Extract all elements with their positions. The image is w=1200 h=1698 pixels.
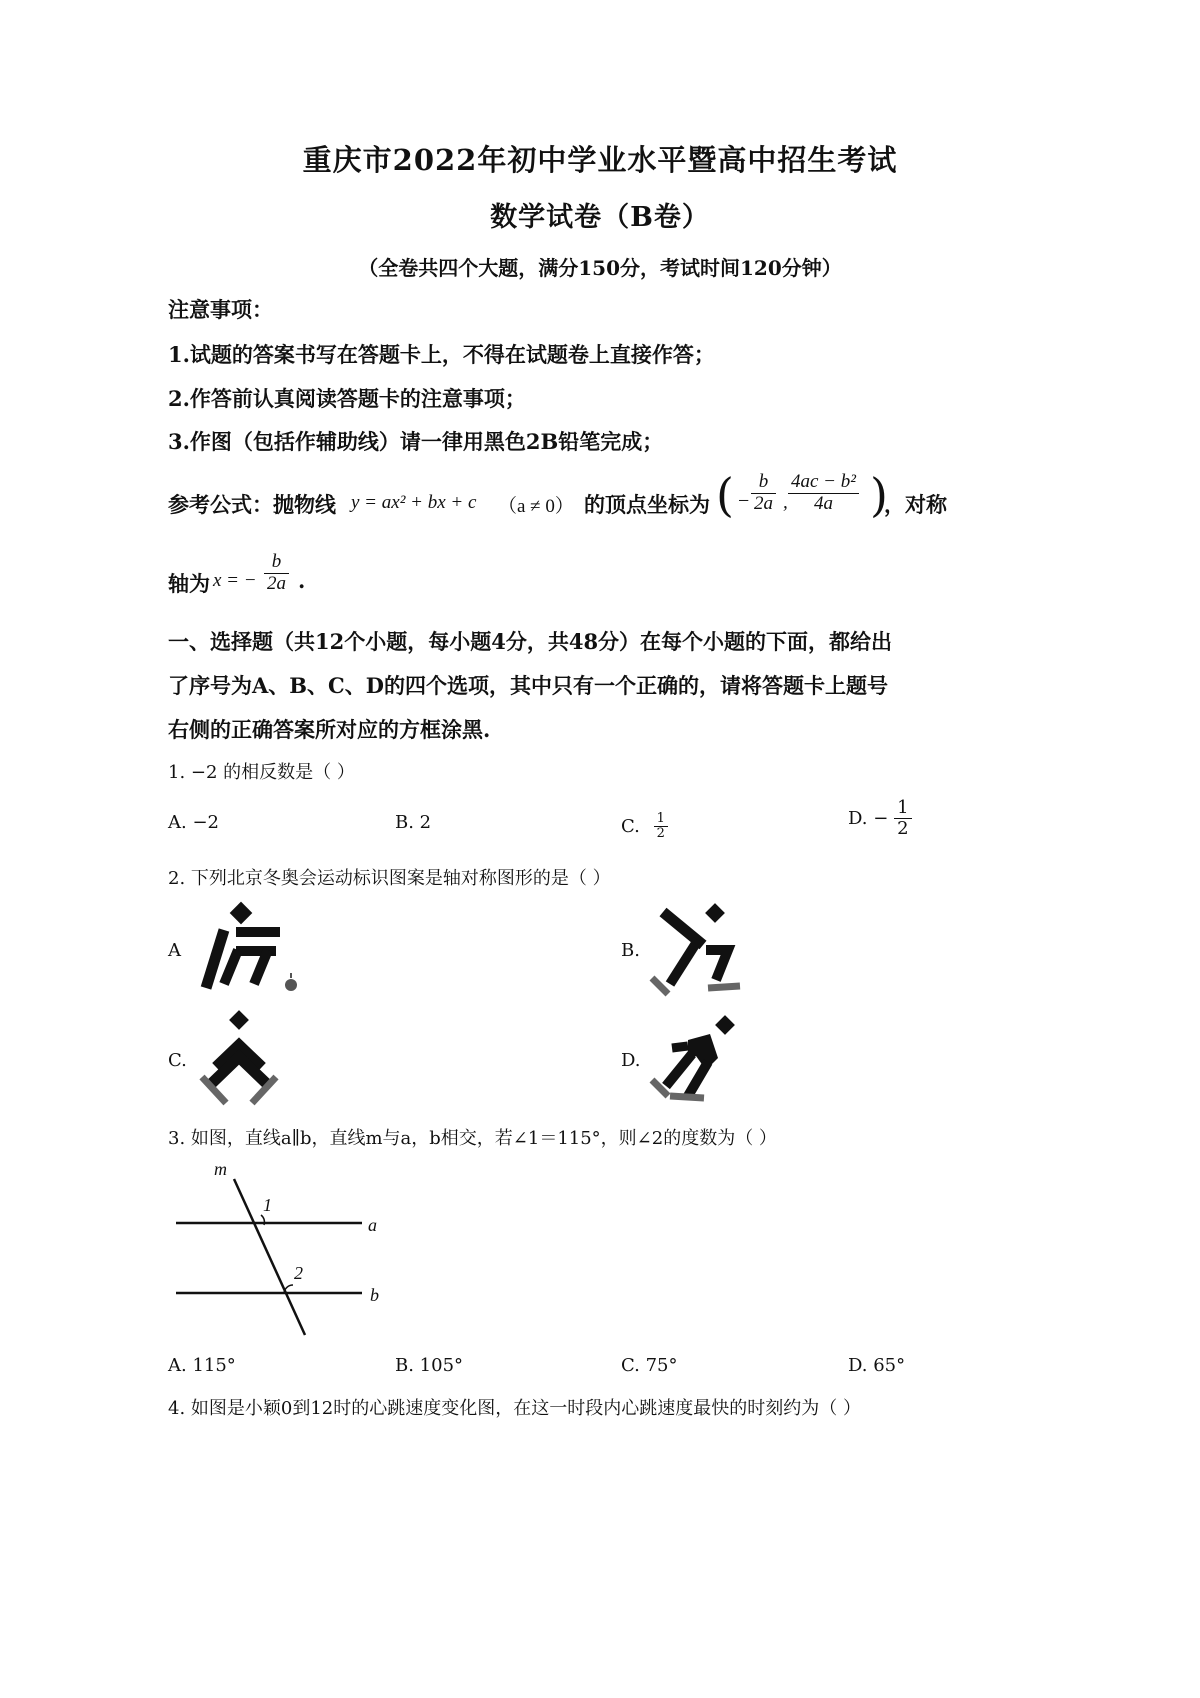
fraction-numerator: 1 — [894, 798, 911, 819]
speed-skating-pictogram-icon — [648, 900, 748, 995]
q1-option-b: B. 2 — [395, 812, 432, 833]
curling-pictogram-icon — [196, 900, 306, 995]
q1-option-c-fraction — [654, 812, 668, 842]
exam-title: 重庆市2022年初中学业水平暨高中招生考试 — [302, 143, 898, 177]
reference-formula — [168, 468, 1068, 538]
q1-option-a: A. −2 — [168, 812, 219, 833]
freestyle-skiing-pictogram-icon — [196, 1005, 286, 1110]
formula-mid: 的顶点坐标为 — [584, 492, 710, 517]
q1-option-c — [621, 812, 668, 842]
fraction-numerator: 1 — [654, 812, 668, 827]
q2-option-c-label: C. — [168, 1050, 187, 1071]
vertex-x-denominator: 2a — [754, 492, 773, 514]
axis-lead: 轴为 — [168, 571, 210, 596]
paper-subtitle: 数学试卷（B卷） — [490, 202, 710, 233]
axis-denominator: 2a — [267, 572, 286, 594]
q3-option-d: D. 65° — [848, 1355, 906, 1376]
axis-of-symmetry — [168, 550, 468, 610]
q2-option-b-label: B. — [621, 940, 640, 961]
exam-info: （全卷共四个大题，满分150分，考试时间120分钟） — [358, 256, 842, 280]
note-item: 1.试题的答案书写在答题卡上，不得在试题卷上直接作答； — [168, 342, 715, 367]
axis-lhs: x = − — [213, 570, 257, 591]
note-item: 2.作答前认真阅读答题卡的注意事项； — [168, 386, 526, 411]
q3-option-a: A. 115° — [168, 1355, 236, 1376]
parallel-lines-figure — [168, 1155, 398, 1350]
q1-option-c-label: C. — [621, 815, 640, 837]
q3-option-b: B. 105° — [395, 1355, 464, 1376]
question-1-stem: 1. −2 的相反数是（ ） — [168, 762, 355, 783]
notes-heading: 注意事项： — [168, 297, 273, 322]
fraction-denominator: 2 — [897, 817, 909, 839]
section-line: 一、选择题（共12个小题，每小题4分，共48分）在每个小题的下面，都给出 — [168, 629, 893, 654]
left-paren: ( — [716, 468, 734, 522]
vertex-x-numerator: b — [751, 472, 776, 494]
section-line: 了序号为A、B、C、D的四个选项，其中只有一个正确的，请将答题卡上题号 — [168, 673, 888, 698]
q2-option-d-label: D. — [621, 1050, 641, 1071]
axis-fraction — [264, 552, 289, 595]
question-2-stem: 2. 下列北京冬奥会运动标识图案是轴对称图形的是（ ） — [168, 868, 611, 889]
line-b-label: b — [370, 1285, 379, 1305]
q1-option-d-fraction — [894, 798, 911, 839]
vertex-y-denominator: 4a — [813, 492, 833, 514]
comma: , — [783, 492, 788, 513]
note-item: 3.作图（包括作辅助线）请一律用黑色2B铅笔完成； — [168, 429, 664, 454]
q2-option-a-label: A — [168, 940, 181, 961]
vertex-y-fraction — [788, 472, 859, 515]
parabola-expression: y = ax² + bx + c — [351, 492, 477, 513]
fraction-denominator: 2 — [656, 826, 665, 842]
short-track-pictogram-icon — [648, 1010, 748, 1105]
q3-option-c: C. 75° — [621, 1355, 678, 1376]
angle-1-label: 1 — [263, 1195, 272, 1215]
line-a-label: a — [368, 1215, 377, 1235]
axis-numerator: b — [264, 552, 289, 574]
axis-end: . — [298, 568, 306, 593]
question-3-stem: 3. 如图，直线a∥b，直线m与a，b相交，若∠1＝115°，则∠2的度数为（ ） — [168, 1128, 777, 1149]
vertex-x-fraction — [751, 472, 776, 515]
section-line: 右侧的正确答案所对应的方框涂黑. — [168, 717, 491, 742]
angle-2-label: 2 — [294, 1263, 303, 1283]
minus-sign: − — [738, 490, 750, 512]
line-m-label: m — [214, 1159, 227, 1179]
vertex-y-numerator: 4ac − b² — [788, 472, 859, 494]
right-paren: ) — [870, 468, 888, 522]
q1-option-d — [848, 798, 912, 839]
formula-lead: 参考公式：抛物线 — [168, 492, 336, 517]
question-4-stem: 4. 如图是小颖0到12时的心跳速度变化图，在这一时段内心跳速度最快的时刻约为（ ） — [168, 1398, 861, 1419]
formula-tail: ，对称 — [884, 492, 947, 517]
parabola-condition: （a ≠ 0） — [498, 496, 574, 517]
q1-option-d-label: D. − — [848, 807, 889, 829]
